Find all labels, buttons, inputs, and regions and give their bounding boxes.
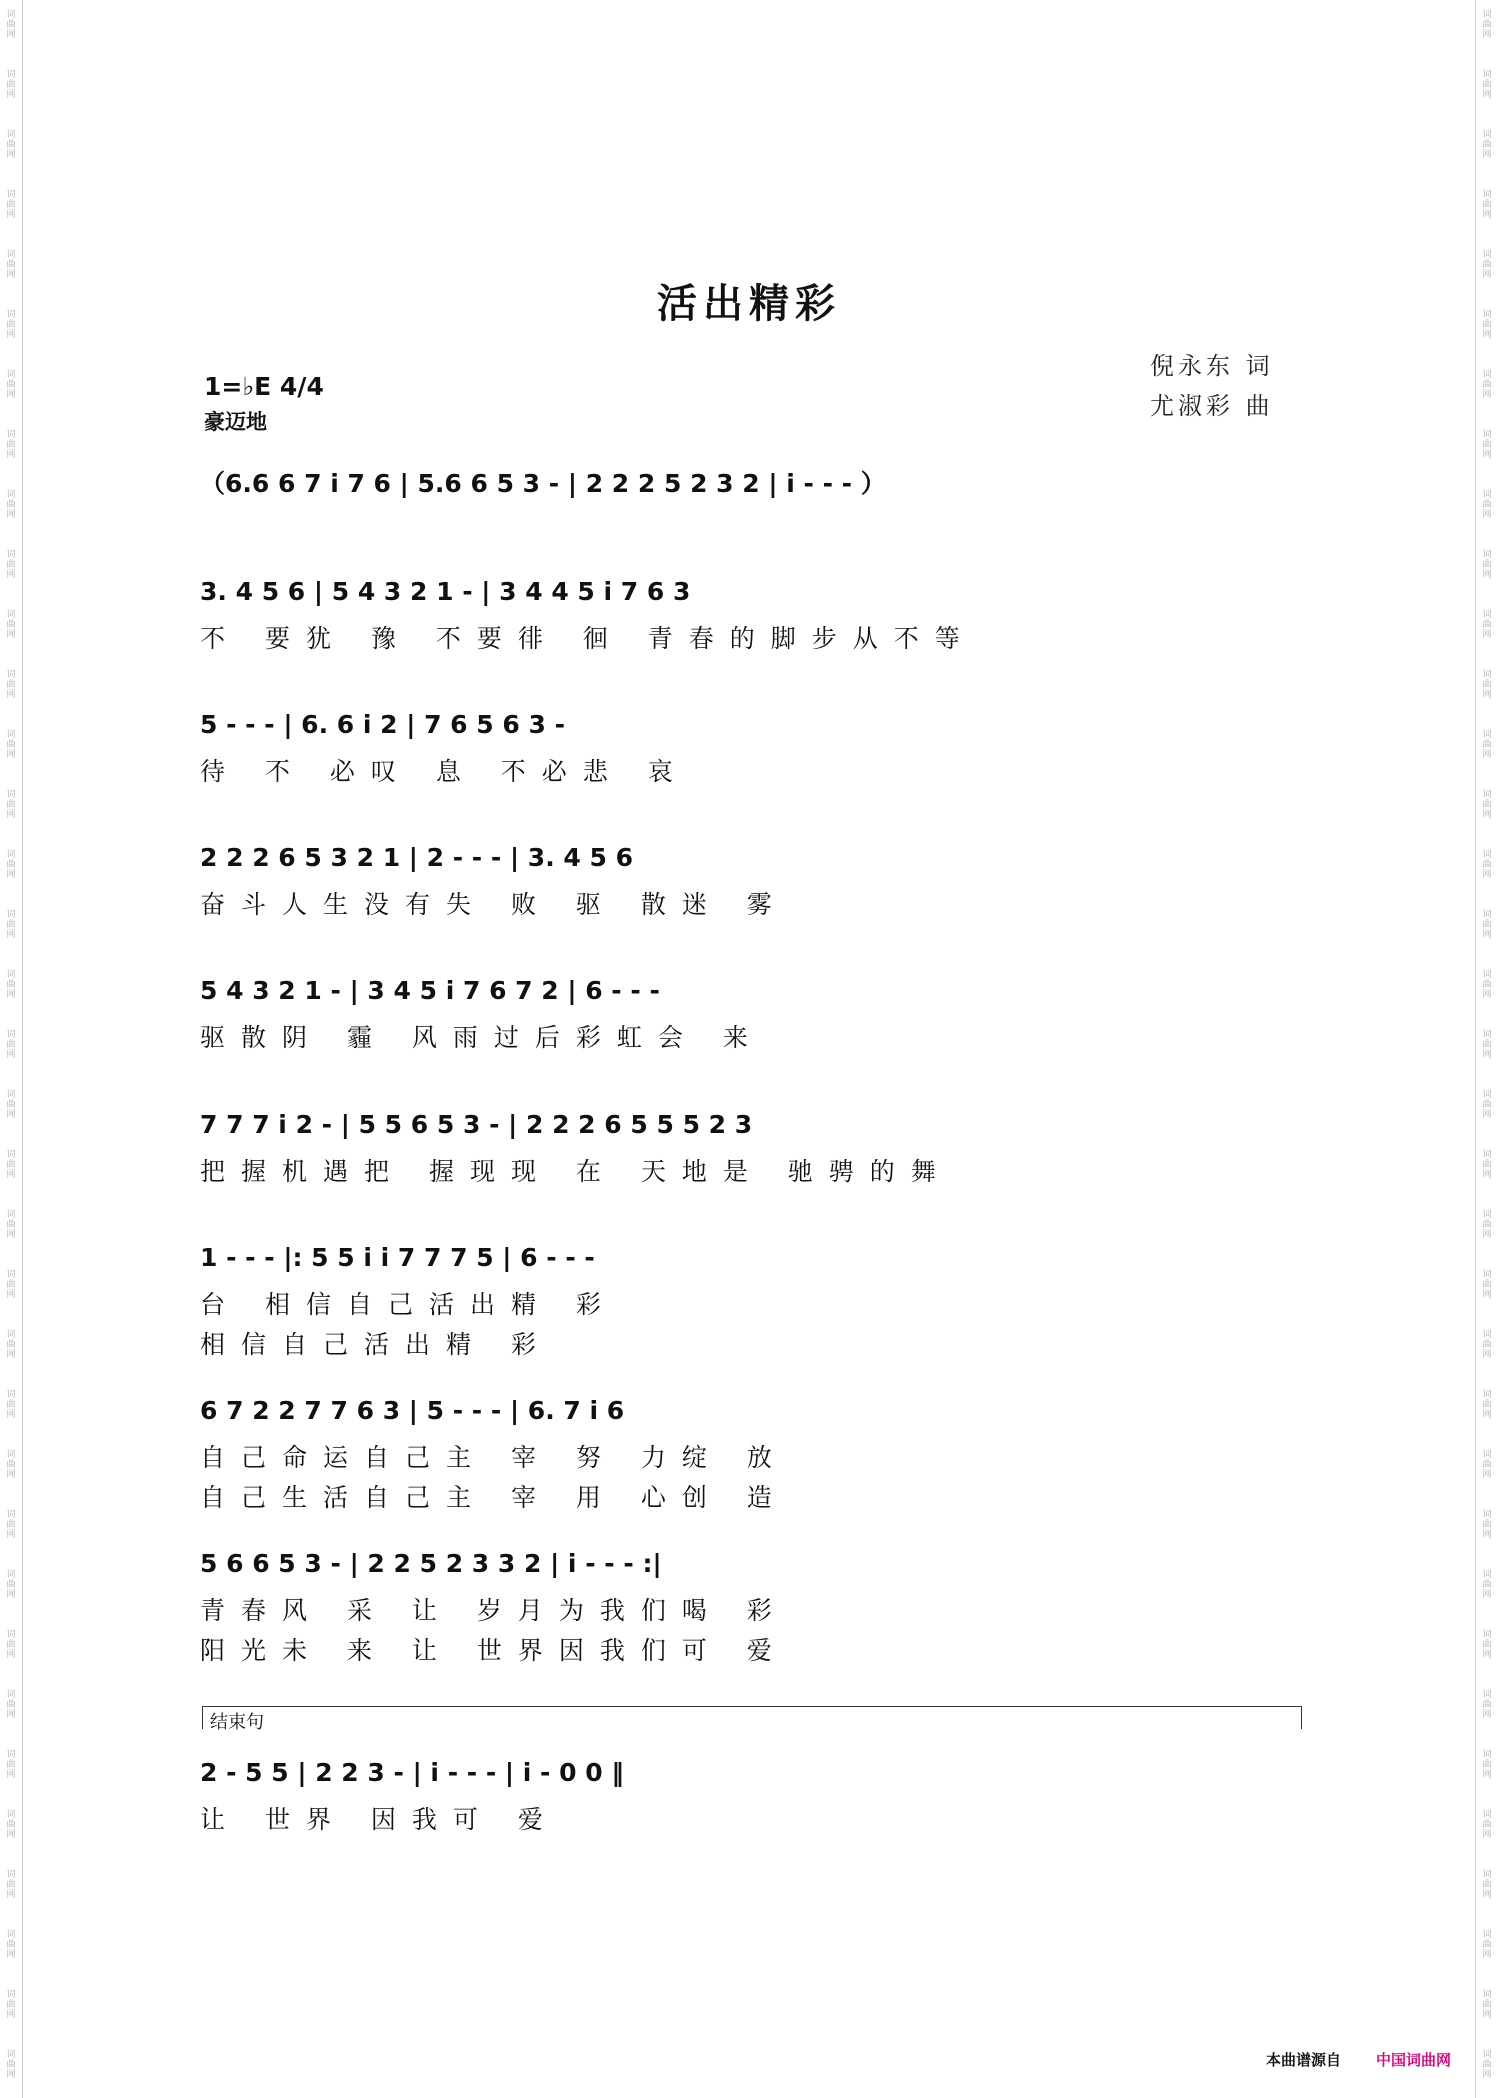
- watermark-text: 词曲网: [1482, 1210, 1492, 1240]
- ending-lyrics: 让 世界 因我可 爱: [200, 1805, 559, 1834]
- watermark-text: 词曲网: [6, 490, 16, 520]
- watermark-text: 词曲网: [1482, 550, 1492, 580]
- row-notes: 3. 4 5 6 | 5 4 3 2 1 - | 3 4 4 5 i 7 6 3: [200, 577, 691, 606]
- watermark-text: 词曲网: [6, 1390, 16, 1420]
- watermark-text: 词曲网: [6, 1450, 16, 1480]
- song-title: 活出精彩: [657, 280, 841, 327]
- watermark-text: 词曲网: [1482, 1030, 1492, 1060]
- watermark-text: 词曲网: [6, 790, 16, 820]
- watermark-text: 词曲网: [1482, 130, 1492, 160]
- key-signature: 1=♭E 4/4: [204, 372, 324, 401]
- watermark-text: 词曲网: [1482, 370, 1492, 400]
- watermark-text: 词曲网: [6, 1030, 16, 1060]
- watermark-text: 词曲网: [1482, 1570, 1492, 1600]
- watermark-text: 词曲网: [6, 130, 16, 160]
- watermark-text: 词曲网: [6, 1090, 16, 1120]
- row-lyrics: 自己命运自己主 宰 努 力绽 放: [200, 1443, 788, 1472]
- notation-row: [200, 1110, 1308, 1140]
- notation-row: [200, 1549, 1308, 1579]
- watermark-text: 词曲网: [1482, 1930, 1492, 1960]
- watermark-text: 词曲网: [1482, 1870, 1492, 1900]
- notation-row: [200, 843, 1308, 873]
- watermark-text: 词曲网: [1482, 1810, 1492, 1840]
- notation-row: [200, 1243, 1308, 1273]
- watermark-text: 词曲网: [1482, 310, 1492, 340]
- row-notes: 2 2 2 6 5 3 2 1 | 2 - - - | 3. 4 5 6: [200, 843, 633, 872]
- composer-credit: 尤淑彩 曲: [1150, 392, 1274, 420]
- watermark-text: 词曲网: [6, 1150, 16, 1180]
- watermark-text: 词曲网: [6, 2050, 16, 2080]
- row-lyrics: 自己生活自己主 宰 用 心创 造: [200, 1483, 788, 1512]
- watermark-text: 词曲网: [6, 70, 16, 100]
- watermark-text: 词曲网: [6, 370, 16, 400]
- row-notes: 1 - - - |: 5 5 i i 7 7 7 5 | 6 - - -: [200, 1243, 595, 1272]
- intro-notes: （6.6 6 7 i 7 6 | 5.6 6 5 3 - | 2 2 2 5 2 3 2 | i - - - ）: [200, 469, 886, 498]
- watermark-text: 词曲网: [6, 1510, 16, 1540]
- watermark-text: 词曲网: [1482, 790, 1492, 820]
- watermark-text: 词曲网: [6, 610, 16, 640]
- watermark-text: 词曲网: [6, 1210, 16, 1240]
- row-lyrics: 奋斗人生没有失 败 驱 散迷 雾: [200, 890, 788, 919]
- ending-bracket: [202, 1706, 1302, 1729]
- watermark-text: 词曲网: [6, 1870, 16, 1900]
- row-notes: 5 - - - | 6. 6 i 2 | 7 6 5 6 3 -: [200, 710, 565, 739]
- watermark-text: 词曲网: [6, 430, 16, 460]
- watermark-text: 词曲网: [1482, 250, 1492, 280]
- notation-row: [200, 710, 1308, 740]
- watermark-text: 词曲网: [6, 250, 16, 280]
- footer-site-link[interactable]: 中国词曲网: [1376, 2051, 1452, 2069]
- watermark-text: 词曲网: [1482, 1690, 1492, 1720]
- row-lyrics: 把握机遇把 握现现 在 天地是 驰骋的舞: [200, 1157, 952, 1186]
- watermark-text: 词曲网: [1482, 670, 1492, 700]
- watermark-text: 词曲网: [6, 1570, 16, 1600]
- tempo-marking: 豪迈地: [204, 410, 267, 434]
- watermark-text: 词曲网: [1482, 1150, 1492, 1180]
- watermark-text: 词曲网: [1482, 430, 1492, 460]
- watermark-text: 词曲网: [1482, 1630, 1492, 1660]
- watermark-text: 词曲网: [1482, 1270, 1492, 1300]
- watermark-text: 词曲网: [6, 1270, 16, 1300]
- watermark-text: 词曲网: [1482, 1390, 1492, 1420]
- ending-notes-line: [200, 1758, 1308, 1788]
- watermark-text: 词曲网: [6, 550, 16, 580]
- watermark-text: 词曲网: [1482, 70, 1492, 100]
- watermark-text: 词曲网: [1482, 190, 1492, 220]
- watermark-text: 词曲网: [1482, 1510, 1492, 1540]
- ending-notes: 2 - 5 5 | 2 2 3 - | i - - - | i - 0 0 ‖: [200, 1758, 624, 1787]
- watermark-text: 词曲网: [6, 850, 16, 880]
- watermark-text: 词曲网: [6, 1690, 16, 1720]
- row-lyrics: 青春风 采 让 岁月为我们喝 彩: [200, 1596, 788, 1625]
- watermark-text: 词曲网: [6, 1330, 16, 1360]
- row-lyrics: 阳光未 来 让 世界因我们可 爱: [200, 1636, 788, 1665]
- notation-row: [200, 577, 1308, 607]
- watermark-text: 词曲网: [1482, 910, 1492, 940]
- row-notes: 7 7 7 i 2 - | 5 5 6 5 3 - | 2 2 2 6 5 5 5 2 3: [200, 1110, 753, 1139]
- watermark-text: 词曲网: [6, 190, 16, 220]
- watermark-text: 词曲网: [1482, 1750, 1492, 1780]
- watermark-text: 词曲网: [6, 1810, 16, 1840]
- footer-source-text: 本曲谱源自: [1266, 2051, 1342, 2069]
- watermark-text: 词曲网: [6, 910, 16, 940]
- watermark-text: 词曲网: [1482, 1990, 1492, 2020]
- watermark-text: 词曲网: [6, 10, 16, 40]
- row-notes: 5 6 6 5 3 - | 2 2 5 2 3 3 2 | i - - - :|: [200, 1549, 662, 1578]
- lyricist-credit: 倪永东 词: [1150, 352, 1274, 380]
- row-lyrics: 台 相信自己活出精 彩: [200, 1290, 617, 1319]
- watermark-text: 词曲网: [6, 310, 16, 340]
- row-lyrics: 不 要犹 豫 不要徘 徊 青春的脚步从不等: [200, 624, 976, 653]
- watermark-text: 词曲网: [6, 1930, 16, 1960]
- watermark-text: 词曲网: [6, 1990, 16, 2020]
- watermark-text: 词曲网: [1482, 1090, 1492, 1120]
- watermark-text: 词曲网: [6, 1750, 16, 1780]
- watermark-text: 词曲网: [1482, 970, 1492, 1000]
- watermark-text: 词曲网: [1482, 850, 1492, 880]
- intro-line: [200, 464, 1308, 498]
- watermark-text: 词曲网: [6, 670, 16, 700]
- watermark-text: 词曲网: [1482, 2050, 1492, 2080]
- watermark-text: 词曲网: [6, 1630, 16, 1660]
- watermark-text: 词曲网: [1482, 10, 1492, 40]
- row-lyrics: 待 不 必叹 息 不必悲 哀: [200, 757, 689, 786]
- watermark-text: 词曲网: [6, 970, 16, 1000]
- notation-row: [200, 1396, 1308, 1426]
- watermark-text: 词曲网: [1482, 490, 1492, 520]
- row-notes: 6 7 2 2 7 7 6 3 | 5 - - - | 6. 7 i 6: [200, 1396, 625, 1425]
- watermark-text: 词曲网: [1482, 1330, 1492, 1360]
- watermark-text: 词曲网: [6, 730, 16, 760]
- row-lyrics: 驱散阴 霾 风雨过后彩虹会 来: [200, 1023, 764, 1052]
- row-lyrics: 相信自己活出精 彩: [200, 1330, 552, 1359]
- watermark-text: 词曲网: [1482, 730, 1492, 760]
- watermark-text: 词曲网: [1482, 1450, 1492, 1480]
- notation-row: [200, 976, 1308, 1006]
- row-notes: 5 4 3 2 1 - | 3 4 5 i 7 6 7 2 | 6 - - -: [200, 976, 660, 1005]
- watermark-text: 词曲网: [1482, 610, 1492, 640]
- ending-label: 结束句: [210, 1712, 264, 1733]
